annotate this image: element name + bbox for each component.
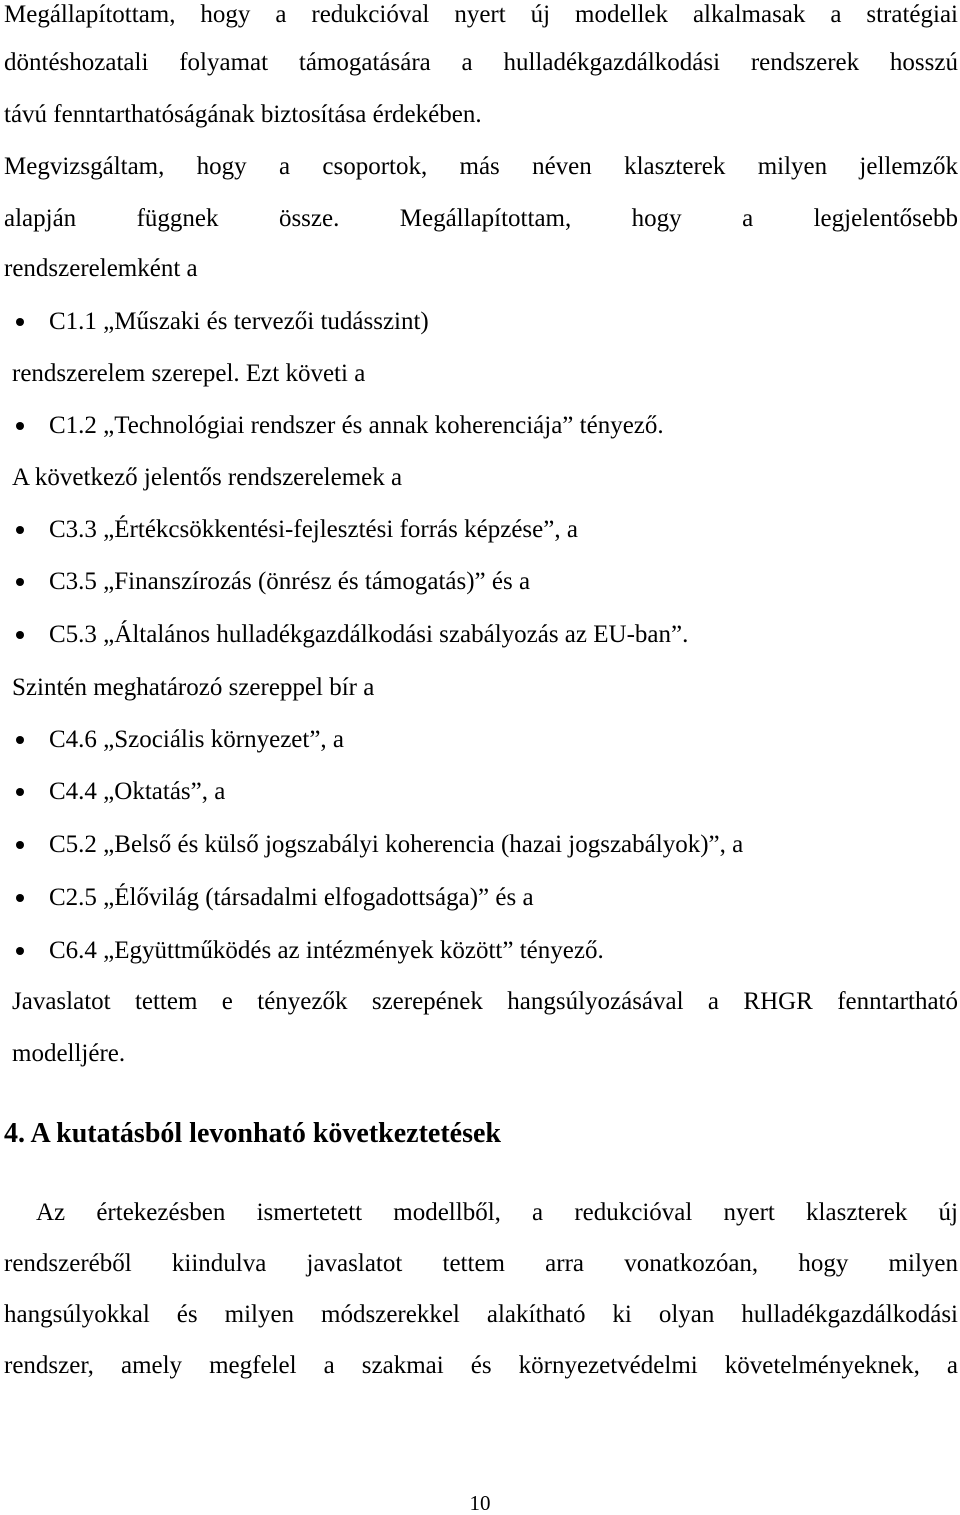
paragraph-line: rendszerelem szerepel. Ezt követi a bbox=[12, 360, 366, 387]
list-item bbox=[12, 411, 942, 441]
list-item-text: C5.2 „Belső és külső jogszabályi koherencia (hazai jogszabályok)”, a bbox=[49, 831, 744, 858]
list-item-text: C3.3 „Értékcsökkentési-fejlesztési forrás képzése”, a bbox=[49, 516, 578, 543]
bullet-icon bbox=[16, 631, 24, 639]
paragraph-line: alapján függnek össze. Megállapítottam, hogy a legjelentősebb bbox=[4, 205, 958, 232]
page-number: 10 bbox=[469, 1491, 491, 1515]
paragraph-line: Javaslatot tettem e tényezők szerepének hangsúlyozásával a RHGR fenntartható bbox=[12, 988, 958, 1015]
list-item-text: C2.5 „Élővilág (társadalmi elfogadottsága)” és a bbox=[49, 884, 534, 911]
bullet-icon bbox=[16, 894, 24, 902]
list-item bbox=[12, 936, 942, 966]
bullet-icon bbox=[16, 947, 24, 955]
bullet-icon bbox=[16, 526, 24, 534]
list-item bbox=[12, 515, 942, 545]
bullet-icon bbox=[16, 788, 24, 796]
section-heading: 4. A kutatásból levonható következtetések bbox=[4, 1118, 501, 1149]
bullet-icon bbox=[16, 318, 24, 326]
paragraph-line: rendszerelemként a bbox=[4, 255, 198, 282]
list-item bbox=[12, 307, 942, 337]
paragraph-line: Szintén meghatározó szereppel bír a bbox=[12, 674, 375, 701]
paragraph-line: döntéshozatali folyamat támogatására a hulladékgazdálkodási rendszerek hosszú bbox=[4, 49, 958, 76]
list-item bbox=[12, 830, 942, 860]
paragraph-line: modelljére. bbox=[12, 1040, 126, 1067]
bullet-icon bbox=[16, 578, 24, 586]
list-item-text: C5.3 „Általános hulladékgazdálkodási szabályozás az EU-ban”. bbox=[49, 621, 689, 648]
list-item bbox=[12, 725, 942, 755]
paragraph-line: Megállapítottam, hogy a redukcióval nyert új modellek alkalmasak a stratégiai bbox=[4, 1, 958, 28]
list-item-text: C1.2 „Technológiai rendszer és annak koherenciája” tényező. bbox=[49, 412, 664, 439]
list-item-text: C4.6 „Szociális környezet”, a bbox=[49, 726, 345, 753]
list-item bbox=[12, 777, 942, 807]
list-item bbox=[12, 620, 942, 650]
paragraph-line: hangsúlyokkal és milyen módszerekkel alakítható ki olyan hulladékgazdálkodási bbox=[4, 1301, 958, 1328]
paragraph-line: rendszer, amely megfelel a szakmai és környezetvédelmi követelményeknek, a bbox=[4, 1352, 958, 1379]
paragraph-line: Az értekezésben ismertetett modellből, a redukcióval nyert klaszterek új bbox=[36, 1199, 958, 1226]
paragraph-line: Megvizsgáltam, hogy a csoportok, más néven klaszterek milyen jellemzők bbox=[4, 153, 958, 180]
bullet-icon bbox=[16, 736, 24, 744]
paragraph-line: távú fenntarthatóságának biztosítása érdekében. bbox=[4, 101, 482, 128]
paragraph-line: rendszeréből kiindulva javaslatot tettem arra vonatkozóan, hogy milyen bbox=[4, 1250, 958, 1277]
list-item bbox=[12, 883, 942, 913]
list-item bbox=[12, 567, 942, 597]
list-item-text: C4.4 „Oktatás”, a bbox=[49, 778, 226, 805]
bullet-icon bbox=[16, 422, 24, 430]
paragraph-line: A következő jelentős rendszerelemek a bbox=[12, 464, 403, 491]
list-item-text: C3.5 „Finanszírozás (önrész és támogatás)” és a bbox=[49, 568, 531, 595]
list-item-text: C1.1 „Műszaki és tervezői tudásszint) bbox=[49, 308, 429, 335]
list-item-text: C6.4 „Együttműködés az intézmények között” tényező. bbox=[49, 937, 604, 964]
bullet-icon bbox=[16, 841, 24, 849]
